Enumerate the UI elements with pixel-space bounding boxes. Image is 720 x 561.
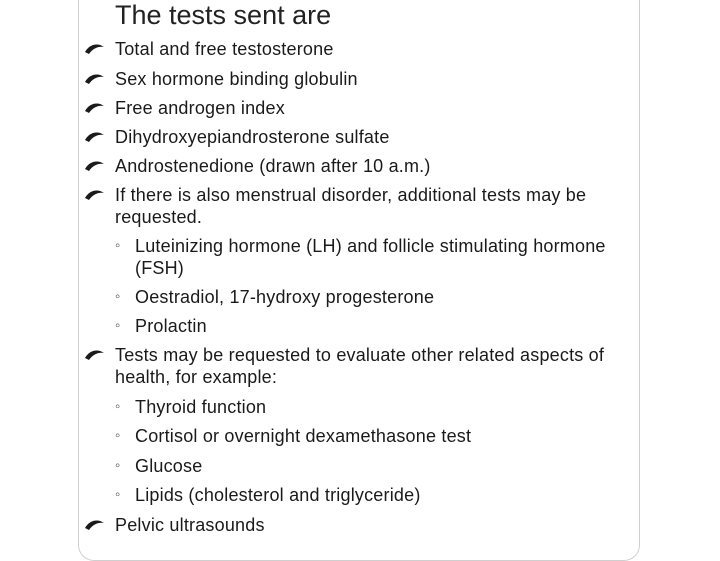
- sub-bullet-icon: ◦: [115, 457, 121, 474]
- item-text: If there is also menstrual disorder, additional tests may be requested.: [115, 185, 587, 227]
- item-text: Androstenedione (drawn after 10 a.m.): [115, 156, 431, 176]
- curled-leaf-bullet-icon: [82, 101, 108, 115]
- item-text: Sex hormone binding globulin: [115, 69, 358, 89]
- item-text: Free androgen index: [115, 98, 285, 118]
- sub-item-text: Lipids (cholesterol and triglyceride): [135, 485, 421, 505]
- sub-item-text: Thyroid function: [135, 397, 267, 417]
- sub-item-text: Oestradiol, 17-hydroxy progesterone: [135, 287, 435, 307]
- sub-item-text: Prolactin: [135, 316, 207, 336]
- sub-bullet-icon: ◦: [115, 398, 121, 415]
- sub-list-item: [0, 484, 720, 506]
- curled-leaf-bullet-icon: [82, 130, 108, 144]
- curled-leaf-bullet-icon: [82, 42, 108, 56]
- list-item: [0, 38, 720, 60]
- sub-list-item: [0, 425, 720, 447]
- sub-list-item: [0, 315, 720, 337]
- list-item: [0, 68, 720, 90]
- curled-leaf-bullet-icon: [82, 518, 108, 532]
- bullet-list: [0, 38, 720, 544]
- curled-leaf-bullet-icon: [82, 348, 108, 362]
- item-text: Pelvic ultrasounds: [115, 515, 265, 535]
- list-item: [0, 97, 720, 119]
- curled-leaf-bullet-icon: [82, 72, 108, 86]
- sub-item-text: Cortisol or overnight dexamethasone test: [135, 426, 472, 446]
- curled-leaf-bullet-icon: [82, 188, 108, 202]
- sub-bullet-icon: ◦: [115, 237, 121, 254]
- sub-item-text: Glucose: [135, 456, 203, 476]
- item-text: Tests may be requested to evaluate other related aspects of health, for example:: [115, 345, 605, 387]
- curled-leaf-bullet-icon: [82, 159, 108, 173]
- list-item: [0, 126, 720, 148]
- slide-title: The tests sent are: [115, 0, 332, 30]
- sub-bullet-icon: ◦: [115, 288, 121, 305]
- sub-list-item: [0, 455, 720, 477]
- sub-list-item: [0, 396, 720, 418]
- sub-bullet-icon: ◦: [115, 486, 121, 503]
- item-text: Dihydroxyepiandrosterone sulfate: [115, 127, 390, 147]
- list-item: [0, 344, 720, 388]
- list-item: [0, 155, 720, 177]
- sub-list-item: [0, 286, 720, 308]
- sub-list-item: [0, 235, 720, 279]
- sub-item-text: Luteinizing hormone (LH) and follicle stimulating hormone (FSH): [135, 236, 606, 278]
- sub-bullet-icon: ◦: [115, 317, 121, 334]
- list-item: [0, 184, 720, 228]
- sub-bullet-icon: ◦: [115, 427, 121, 444]
- item-text: Total and free testosterone: [115, 39, 334, 59]
- list-item: [0, 514, 720, 536]
